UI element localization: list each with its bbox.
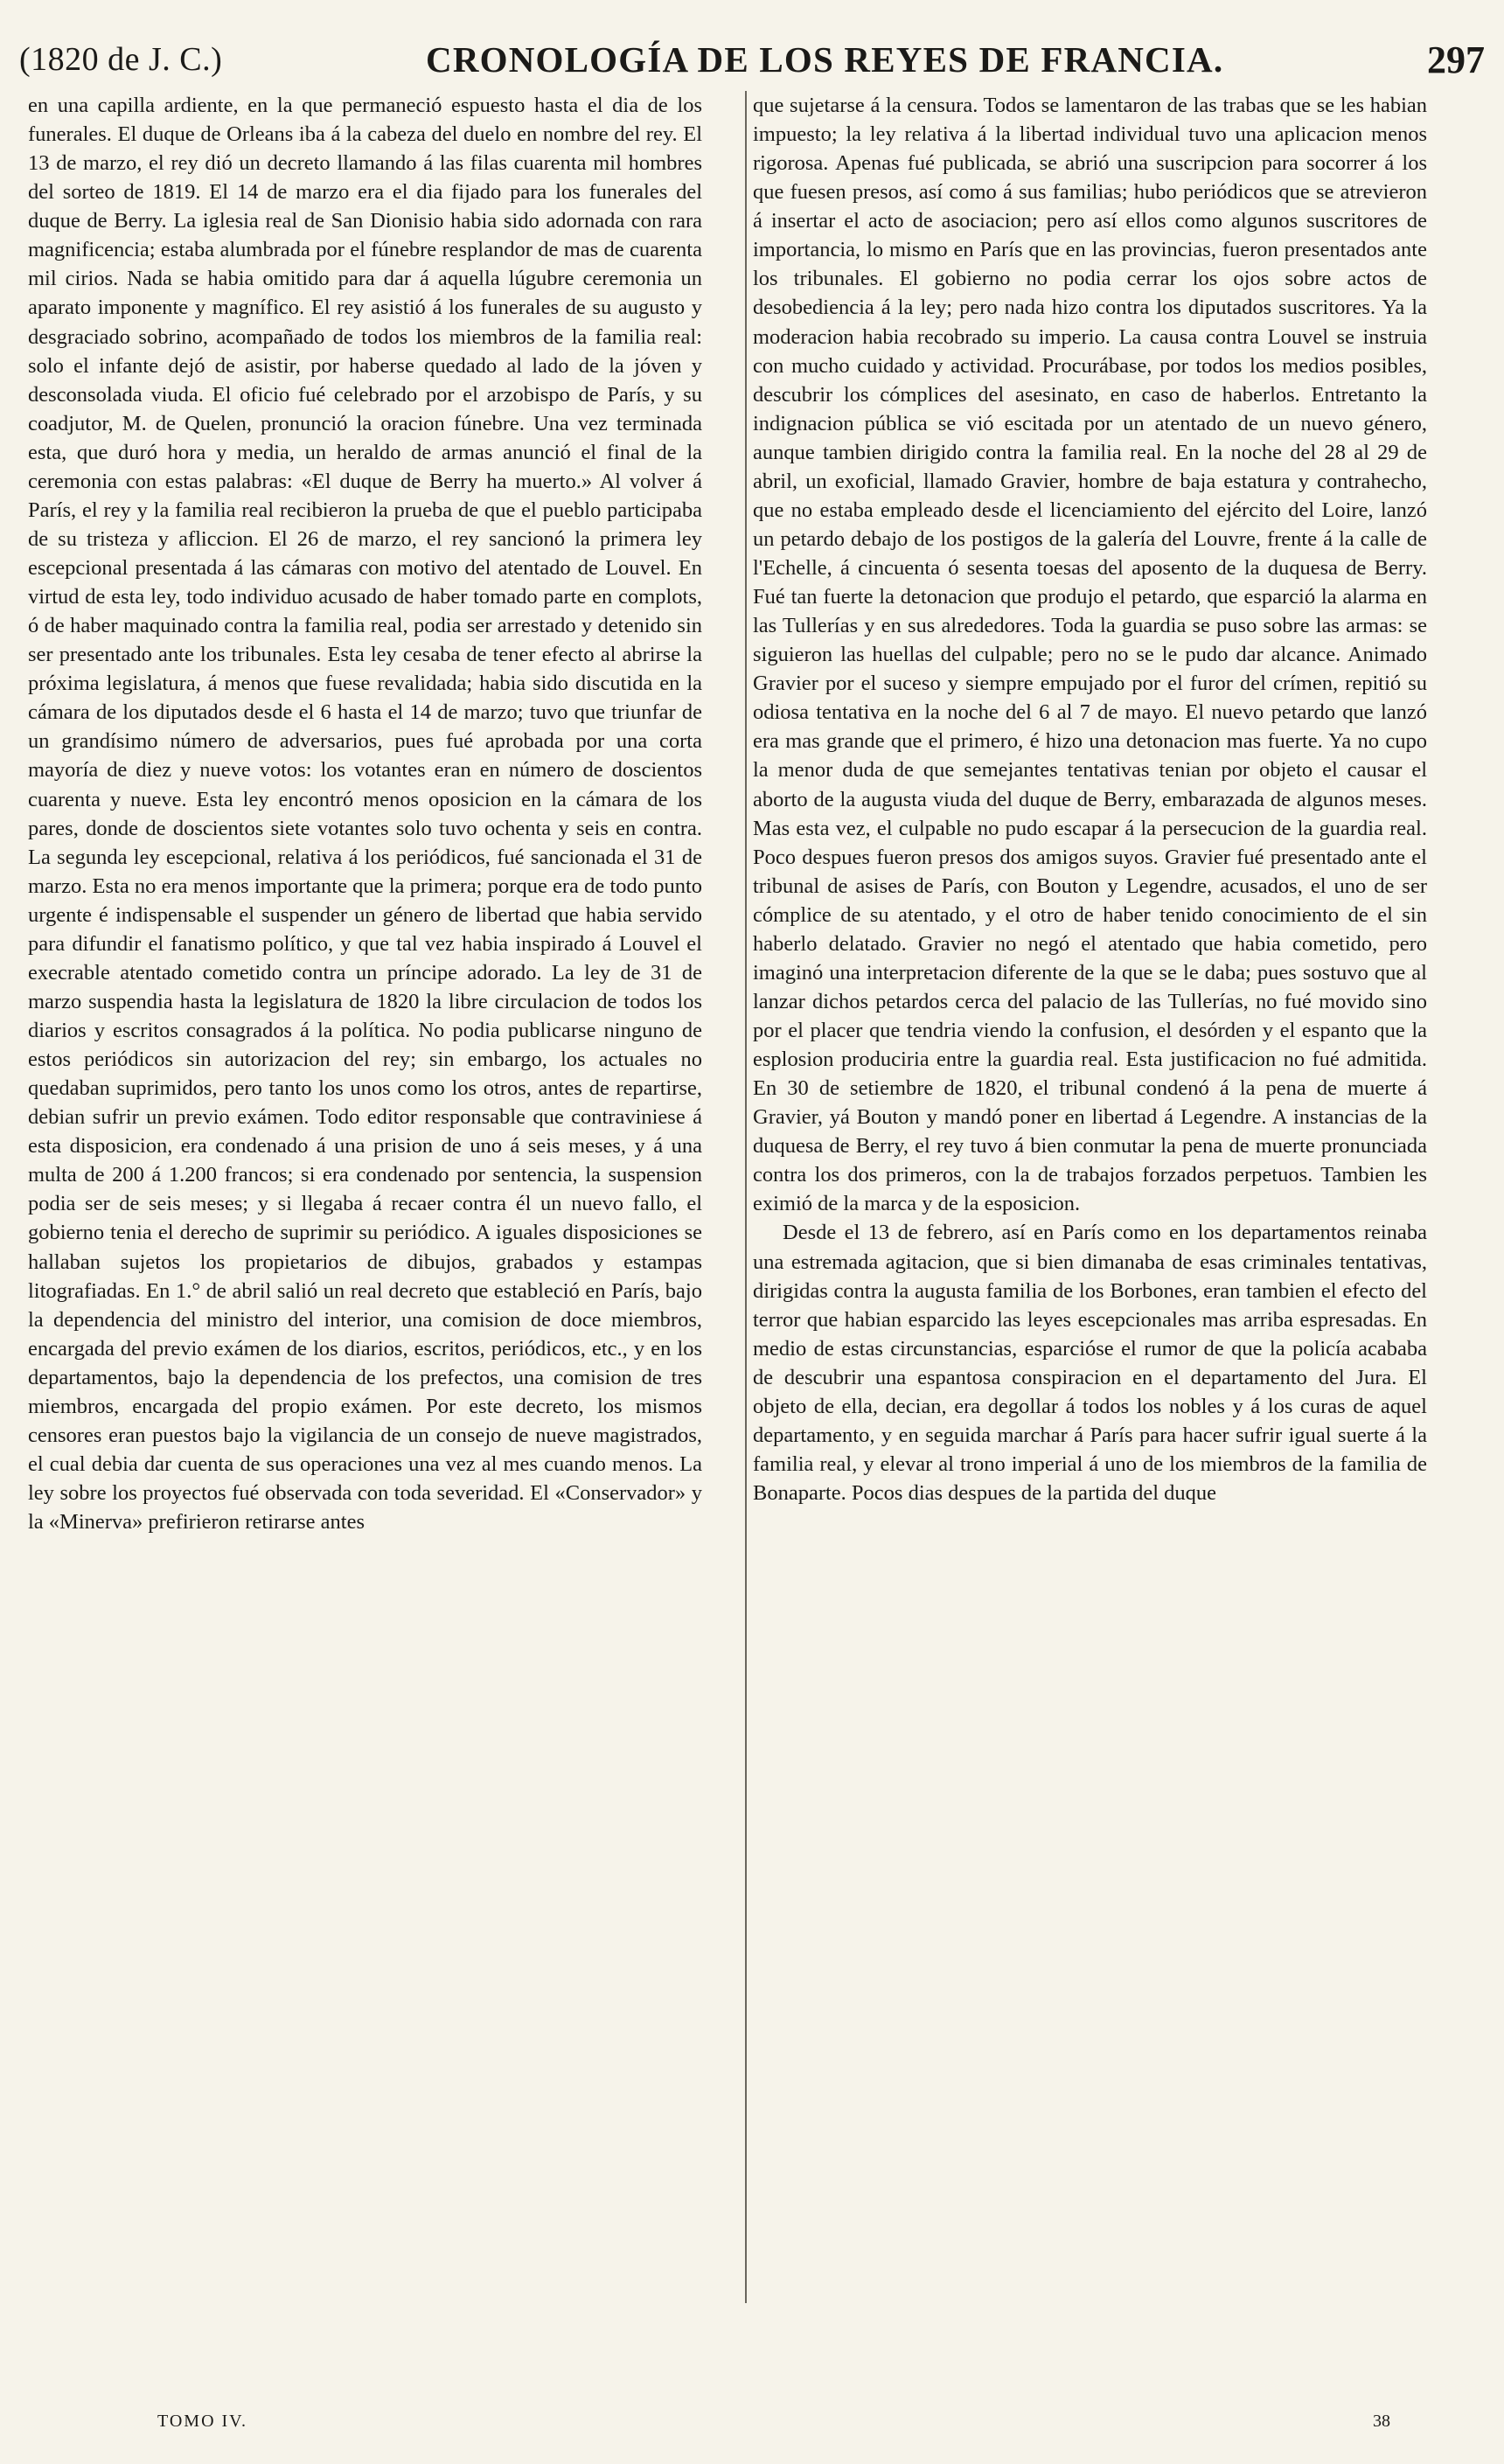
text-columns — [28, 91, 1427, 2329]
signature-mark: 38 — [1373, 2412, 1390, 2431]
header-date: (1820 de J. C.) — [19, 41, 223, 78]
page-footer — [0, 2406, 1504, 2441]
running-title: CRONOLOGÍA DE LOS REYES DE FRANCIA. — [426, 39, 1224, 80]
column-divider — [745, 91, 747, 2303]
page-number: 297 — [1427, 38, 1485, 81]
volume-label: TOMO IV. — [157, 2412, 248, 2431]
paragraph: Desde el 13 de febrero, así en París como en los departamentos reinaba una estremada agitacion, que si bien dimanaba de esas criminales tentativas, dirigidas contra la augusta familia de los Borbones, eran tambien el efecto del terror que habian esparcido las leyes escepcionales mas arriba espresadas. En medio de estas circunstancias, esparcióse el rumor de que la policía acababa de descubrir una espantosa conspiracion en el departamento del Jura. El objeto de ella, decian, era degollar á todos los nobles y á los curas de aquel departamento, y en seguida marchar á París para hacer sufrir igual suerte á la familia real, y elevar al trono imperial á uno de los miembros de la familia de Bonaparte. Pocos dias despues de la partida del duque — [753, 1221, 1427, 1505]
page-header — [19, 33, 1485, 86]
right-column — [753, 91, 1427, 2329]
paragraph: en una capilla ardiente, en la que permaneció espuesto hasta el dia de los funerales. El duque de Orleans iba á la cabeza del duelo en nombre del rey. El 13 de marzo, el rey dió un decreto llamando á las filas cuarenta mil hombres del sorteo de 1819. El 14 de marzo era el dia fijado para los funerales del duque de Berry. La iglesia real de San Dionisio habia sido adornada con rara magnificencia; estaba alumbrada por el fúnebre resplandor de mas de cuarenta mil cirios. Nada se habia omitido para dar á aquella lúgubre ceremonia un aparato imponente y magnífico. El rey asistió á los funerales de su augusto y desgraciado sobrino, acompañado de todos los miembros de la familia real: solo el infante dejó de asistir, por haberse quedado al lado de la jóven y desconsolada viuda. El oficio fué celebrado por el arzobispo de París, y su coadjutor, M. de Quelen, pronunció la oracion fúnebre. Una vez terminada esta, que duró hora y media, un heraldo de armas anunció el final de la ceremonia con estas palabras: «El duque de Berry ha muerto.» Al volver á París, el rey y la familia real recibieron la prueba de que el pueblo participaba de su tristeza y afliccion. El 26 de marzo, el rey sancionó la primera ley escepcional presentada á las cámaras con motivo del atentado de Louvel. En virtud de esta ley, todo individuo acusado de haber tomado parte en complots, ó de haber maquinado contra la familia real, podia ser arrestado y detenido sin ser presentado ante los tribunales. Esta ley cesaba de tener efecto al abrirse la próxima legislatura, á menos que fuese revalidada; habia sido discutida en la cámara de los diputados desde el 6 hasta el 14 de marzo; tuvo que triunfar de un grandísimo número de adversarios, pues fué aprobada por una corta mayoría de diez y nueve votos: los votantes eran en número de doscientos cuarenta y nueve. Esta ley encontró menos oposicion en la cámara de los pares, donde de doscientos siete votantes solo tuvo ochenta y seis en contra. La segunda ley escepcional, relativa á los periódicos, fué sancionada el 31 de marzo. Esta no era menos importante que la primera; porque era de todo punto urgente é indispensable el suspender un género de libertad que habia servido para difundir el fanatismo político, y que tal vez habia inspirado á Louvel el execrable atentado cometido contra un príncipe adorado. La ley de 31 de marzo suspendia hasta la legislatura de 1820 la libre circulacion de todos los diarios y escritos consagrados á la política. No podia publicarse ninguno de estos periódicos sin autorizacion del rey; sin embargo, los actuales no quedaban suprimidos, pero tanto los unos como los otros, antes de repartirse, debian sufrir un previo exámen. Todo editor responsable que contraviniese á esta disposicion, era condenado á una prision de uno á seis meses, y á una multa de 200 á 1.200 francos; si era condenado por sentencia, la suspension podia ser de seis meses; y si llegaba á recaer contra él un nuevo fallo, el gobierno tenia el derecho de suprimir su periódico. A iguales disposiciones se hallaban sujetos los propietarios de dibujos, grabados y estampas litografiadas. En 1.° de abril salió un real decreto que estableció en París, bajo la dependencia del ministro del interior, una comision de doce miembros, encargada del previo exámen de los diarios, escritos, periódicos, etc., y en los departamentos, bajo la dependencia de los prefectos, una comision de tres miembros, encargada del propio exámen. Por este decreto, los mismos censores eran puestos bajo la vigilancia de un consejo de nueve magistrados, el cual debia dar cuenta de sus operaciones una vez al mes cuando menos. La ley sobre los proyectos fué observada con toda severidad. El «Conservador» y la «Minerva» prefirieron retirarse antes — [28, 94, 702, 1535]
paragraph: que sujetarse á la censura. Todos se lamentaron de las trabas que se les habian impuesto; la ley relativa á la libertad individual tuvo una aplicacion menos rigorosa. Apenas fué publicada, se abrió una suscripcion para socorrer á los que fuesen presos, así como á sus familias; hubo periódicos que se atrevieron á insertar el acto de asociacion; pero así ellos como algunos suscritores de importancia, lo mismo en París que en las provincias, fueron presentados ante los tribunales. El gobierno no podia cerrar los ojos sobre actos de desobediencia á la ley; pero nada hizo contra los diputados suscritores. Ya la moderacion habia recobrado su imperio. La causa contra Louvel se instruia con mucho cuidado y actividad. Procurábase, por todos los medios posibles, descubrir los cómplices del asesinato, en caso de haberlos. Entretanto la indignacion pública se vió escitada por un atentado de un nuevo género, aunque tambien dirigido contra la familia real. En la noche del 28 al 29 de abril, un exoficial, llamado Gravier, hombre de baja estatura y contrahecho, que no estaba empleado desde el licenciamiento del ejército del Loire, lanzó un petardo debajo de los postigos de la galería del Louvre, frente á la calle de l'Echelle, á cincuenta ó sesenta toesas del aposento de la duquesa de Berry. Fué tan fuerte la detonacion que produjo el petardo, que esparció la alarma en las Tullerías y en sus alrededores. Toda la guardia se puso sobre las armas: se siguieron las huellas del culpable; pero no se le pudo dar alcance. Animado Gravier por el suceso y siempre empujado por el furor del crímen, repitió su odiosa tentativa en la noche del 6 al 7 de mayo. El nuevo petardo que lanzó era mas grande que el primero, é hizo una detonacion mas fuerte. Ya no cupo la menor duda de que semejantes tentativas tenian por objeto el causar el aborto de la augusta viuda del duque de Berry, embarazada de algunos meses. Mas esta vez, el culpable no pudo escapar á la persecucion de la guardia real. Poco despues fueron presos dos amigos suyos. Gravier fué presentado ante el tribunal de asises de París, con Bouton y Legendre, acusados, el uno de ser cómplice de su atentado, y el otro de haber tenido conocimiento de el sin haberlo delatado. Gravier no negó el atentado que habia cometido, pero imaginó una interpretacion diferente de la que se le daba; pues sostuvo que al lanzar dichos petardos cerca del palacio de las Tullerías, no fué movido sino por el placer que tendria viendo la confusion, el desórden y el espanto que la esplosion produciria entre la guardia real. Esta justificacion no fué admitida. En 30 de setiembre de 1820, el tribunal condenó á la pena de muerte á Gravier, yá Bouton y mandó poner en libertad á Legendre. A instancias de la duquesa de Berry, el rey tuvo á bien conmutar la pena de muerte pronunciada contra los dos primeros, con la de trabajos forzados perpetuos. Tambien les eximió de la marca y de la esposicion. — [753, 94, 1427, 1216]
left-column — [28, 91, 702, 2329]
